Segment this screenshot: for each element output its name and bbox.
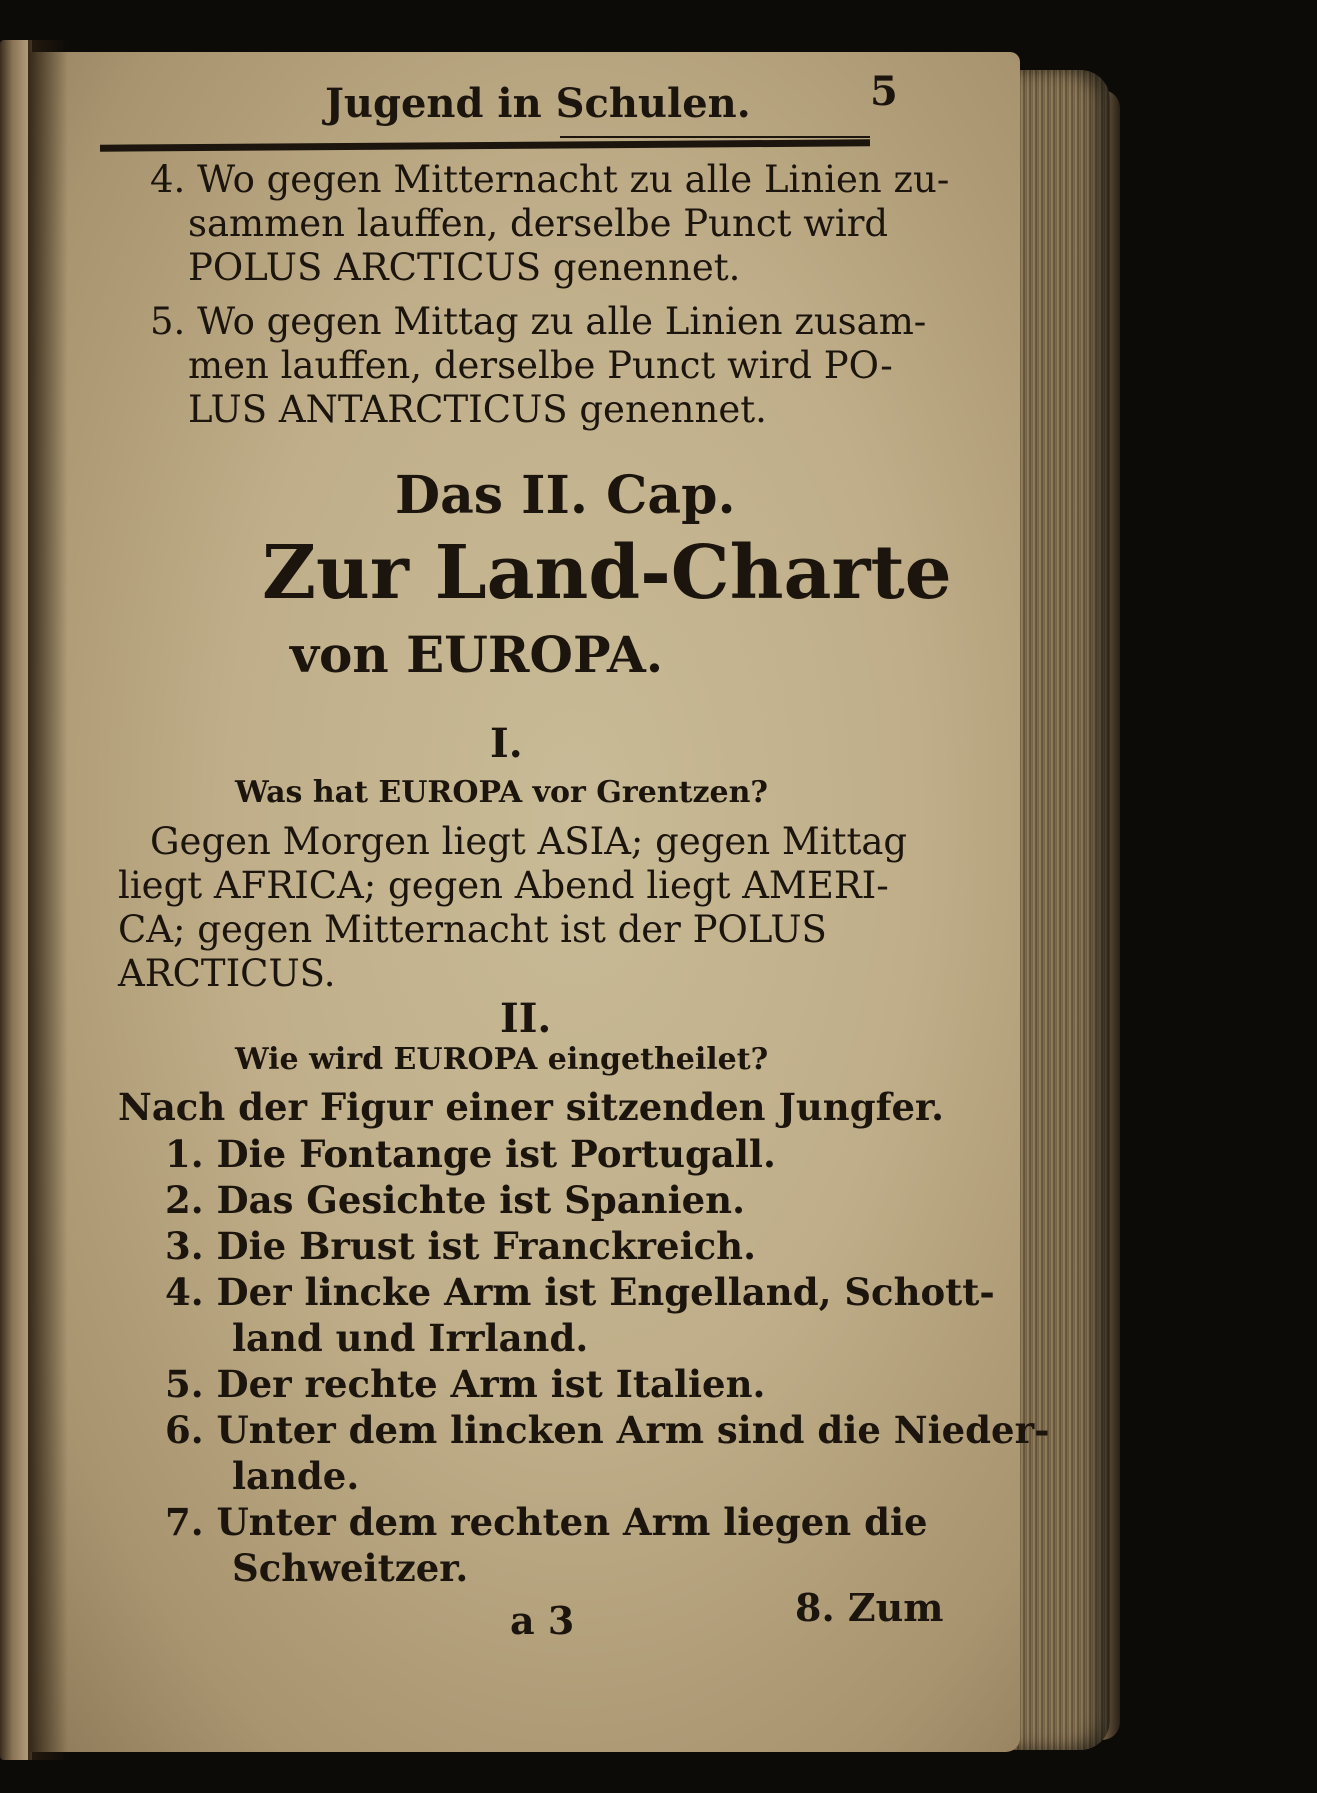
catchword: 8. Zum — [795, 1585, 944, 1630]
answer-line: CA; gegen Mitternacht ist der POLUS — [118, 908, 827, 951]
section-question: Was hat EUROPA vor Grentzen? — [235, 775, 768, 810]
chapter-heading: Das II. Cap. — [395, 465, 736, 526]
running-title: Jugend in Schulen. — [325, 80, 751, 127]
answer-line: ARCTICUS. — [118, 952, 336, 995]
section-question: Wie wird EUROPA eingetheilet? — [235, 1042, 769, 1077]
chapter-title: Zur Land-Charte — [262, 530, 952, 616]
section-number: I. — [490, 720, 523, 767]
paragraph-line: POLUS ARCTICUS genennet. — [188, 246, 741, 289]
list-item: 1. Die Fontange ist Portugall. — [165, 1132, 776, 1176]
list-item: lande. — [232, 1454, 360, 1498]
list-item: 2. Das Gesichte ist Spanien. — [165, 1178, 745, 1222]
list-item: 6. Unter dem lincken Arm sind die Nieder- — [165, 1408, 1050, 1452]
gutter-shadow — [28, 40, 68, 1760]
section-number: II. — [500, 995, 552, 1042]
section-intro: Nach der Figur einer sitzenden Jungfer. — [118, 1085, 945, 1129]
page-number: 5 — [870, 68, 898, 115]
header-rule-thin — [560, 136, 870, 138]
list-item: land und Irrland. — [232, 1316, 589, 1360]
list-item: Schweitzer. — [232, 1546, 469, 1590]
paragraph-line: 4. Wo gegen Mitternacht zu alle Linien zu- — [150, 158, 950, 201]
answer-line: Gegen Morgen liegt ASIA; gegen Mittag — [150, 820, 908, 863]
paragraph-line: men lauffen, derselbe Punct wird PO- — [188, 344, 893, 387]
list-item: 4. Der lincke Arm ist Engelland, Schott- — [165, 1270, 995, 1314]
list-item: 5. Der rechte Arm ist Italien. — [165, 1362, 766, 1406]
chapter-subtitle: von EUROPA. — [290, 625, 664, 684]
paragraph-line: 5. Wo gegen Mittag zu alle Linien zusam- — [150, 300, 927, 343]
paragraph-line: sammen lauffen, derselbe Punct wird — [188, 202, 889, 245]
list-item: 7. Unter dem rechten Arm liegen die — [165, 1500, 928, 1544]
paragraph-line: LUS ANTARCTICUS genennet. — [188, 388, 767, 431]
answer-line: liegt AFRICA; gegen Abend liegt AMERI- — [118, 864, 889, 907]
signature-mark: a 3 — [510, 1598, 575, 1643]
list-item: 3. Die Brust ist Franckreich. — [165, 1224, 756, 1268]
